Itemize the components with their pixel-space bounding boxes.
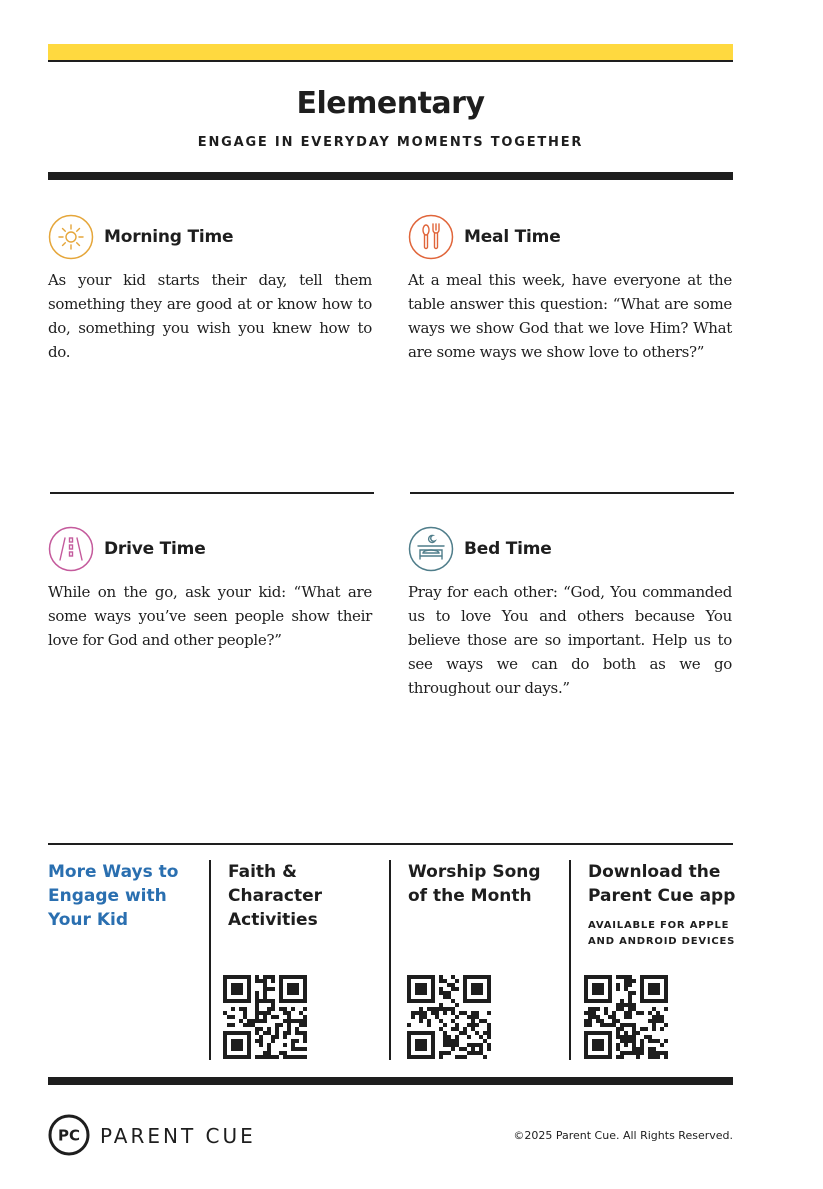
section-body: As your kid starts their day, tell them something they are good at or know how to do, something you wish you knew how to do. (48, 271, 372, 361)
more-ways-heading: More Ways to Engage with Your Kid (48, 862, 179, 930)
column-divider (389, 860, 391, 1060)
section-divider (410, 492, 734, 494)
section-title: Meal Time (464, 227, 561, 247)
section-title: Morning Time (104, 227, 234, 247)
qr-code-icon[interactable] (223, 975, 307, 1059)
fork-knife-icon (408, 214, 454, 260)
brand-name: PARENT CUE (100, 1124, 256, 1148)
qr-code-icon[interactable] (584, 975, 668, 1059)
footer-top-divider (48, 843, 733, 845)
availability-note: AVAILABLE FOR APPLE AND ANDROID DEVICES (588, 920, 736, 947)
footer-bottom-divider (48, 1077, 733, 1085)
qr-code-icon[interactable] (407, 975, 491, 1059)
section-title: Drive Time (104, 539, 206, 559)
header-divider (48, 172, 733, 180)
bed-moon-icon (408, 526, 454, 572)
download-app-column (588, 860, 738, 950)
svg-text:PC: PC (57, 1126, 81, 1145)
top-accent-bar (48, 44, 733, 62)
section-body: At a meal this week, have everyone at the table answer this question: “What are some ways we show God that we love Him? What are some ways we show love to others?” (408, 271, 732, 361)
section-morning-time (48, 214, 372, 364)
section-bed-time (408, 526, 732, 700)
section-divider (50, 492, 374, 494)
column-divider (209, 860, 211, 1060)
section-body: While on the go, ask your kid: “What are some ways you’ve seen people show their love for God and other people?” (48, 583, 372, 649)
page-title: Elementary (296, 86, 485, 121)
section-body: Pray for each other: “God, You commanded us to love You and others because You believe those are so important. Help us to see ways we can do both as we go throughout our days.” (408, 583, 732, 697)
road-icon (48, 526, 94, 572)
sun-icon (48, 214, 94, 260)
section-meal-time (408, 214, 732, 364)
parent-cue-logo-icon (48, 1114, 90, 1156)
copyright: ©2025 Parent Cue. All Rights Reserved. (513, 1129, 733, 1142)
faith-activities-column (228, 860, 378, 932)
page-subtitle: ENGAGE IN EVERYDAY MOMENTS TOGETHER (197, 135, 584, 150)
worship-song-column (408, 860, 558, 908)
column-divider (569, 860, 571, 1060)
section-drive-time (48, 526, 372, 652)
column-title: Download the Parent Cue app (588, 862, 736, 906)
column-title: Worship Song of the Month (408, 862, 541, 906)
column-title: Faith & Character Activities (228, 862, 323, 930)
section-title: Bed Time (464, 539, 552, 559)
